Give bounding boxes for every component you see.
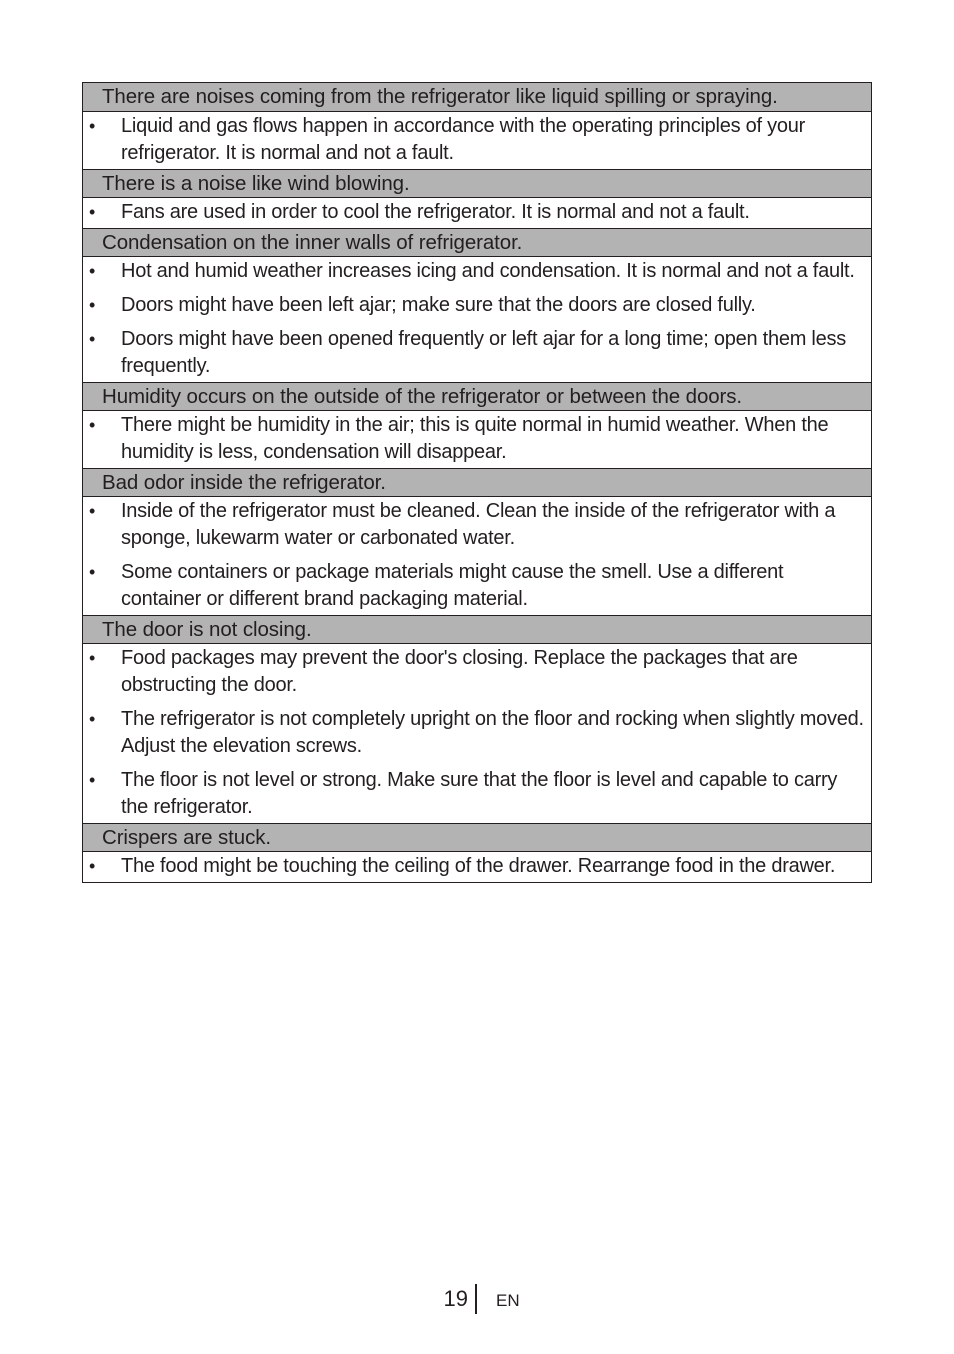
solution-text: The floor is not level or strong. Make sure that the floor is level and capable to carry the refrigerator. <box>121 769 838 818</box>
problem-heading: Crispers are stuck. <box>83 823 871 851</box>
solution-item <box>83 326 871 380</box>
solution-text: The food might be touching the ceiling of the drawer. Rearrange food in the drawer. <box>121 855 836 877</box>
bullet-icon: • <box>89 329 96 349</box>
page-number: 19 <box>443 1286 468 1311</box>
solution-item <box>83 559 871 613</box>
solution-item <box>83 498 871 552</box>
solution-text: Doors might have been opened frequently or left ajar for a long time; open them less frequently. <box>121 328 846 377</box>
solution-text: Some containers or package materials might cause the smell. Use a different container or different brand packaging material. <box>121 561 784 610</box>
solution-text: There might be humidity in the air; this is quite normal in humid weather. When the humidity is less, condensation will disappear. <box>121 414 829 463</box>
bullet-icon: • <box>89 856 96 876</box>
troubleshooting-table <box>82 82 872 883</box>
bullet-icon: • <box>89 648 96 668</box>
problem-heading: There is a noise like wind blowing. <box>83 169 871 197</box>
bullet-icon: • <box>89 709 96 729</box>
solution-text: Hot and humid weather increases icing and condensation. It is normal and not a fault. <box>121 260 855 282</box>
solution-list <box>83 496 871 615</box>
solution-list <box>83 111 871 169</box>
bullet-icon: • <box>89 501 96 521</box>
problem-heading: Humidity occurs on the outside of the refrigerator or between the doors. <box>83 382 871 410</box>
bullet-icon: • <box>89 202 96 222</box>
problem-heading: Condensation on the inner walls of refrigerator. <box>83 228 871 256</box>
solution-list <box>83 643 871 823</box>
bullet-icon: • <box>89 295 96 315</box>
solution-text: Liquid and gas flows happen in accordance with the operating principles of your refrigerator. It is normal and not a fault. <box>121 115 806 164</box>
solution-item <box>83 645 871 699</box>
problem-heading: There are noises coming from the refrigerator like liquid spilling or spraying. <box>83 83 871 111</box>
solution-text: Doors might have been left ajar; make sure that the doors are closed fully. <box>121 294 756 316</box>
solution-item <box>83 292 871 319</box>
solution-item <box>83 258 871 285</box>
solution-list <box>83 410 871 468</box>
bullet-icon: • <box>89 562 96 582</box>
solution-item <box>83 199 871 226</box>
solution-item <box>83 767 871 821</box>
solution-item <box>83 706 871 760</box>
solution-item <box>83 853 871 880</box>
solution-list <box>83 256 871 382</box>
solution-text: Food packages may prevent the door's closing. Replace the packages that are obstructing the door. <box>121 647 798 696</box>
solution-text: The refrigerator is not completely upright on the floor and rocking when slightly moved. Adjust the elevation screws. <box>121 708 864 757</box>
language-code: EN <box>496 1291 520 1310</box>
footer-divider <box>475 1284 477 1314</box>
solution-text: Inside of the refrigerator must be cleaned. Clean the inside of the refrigerator with a sponge, lukewarm water or carbonated water. <box>121 500 836 549</box>
solution-list <box>83 851 871 882</box>
page-footer <box>0 1284 954 1316</box>
solution-item <box>83 113 871 167</box>
solution-list <box>83 197 871 228</box>
bullet-icon: • <box>89 116 96 136</box>
problem-heading: Bad odor inside the refrigerator. <box>83 468 871 496</box>
bullet-icon: • <box>89 261 96 281</box>
bullet-icon: • <box>89 770 96 790</box>
solution-text: Fans are used in order to cool the refrigerator. It is normal and not a fault. <box>121 201 750 223</box>
solution-item <box>83 412 871 466</box>
problem-heading: The door is not closing. <box>83 615 871 643</box>
bullet-icon: • <box>89 415 96 435</box>
